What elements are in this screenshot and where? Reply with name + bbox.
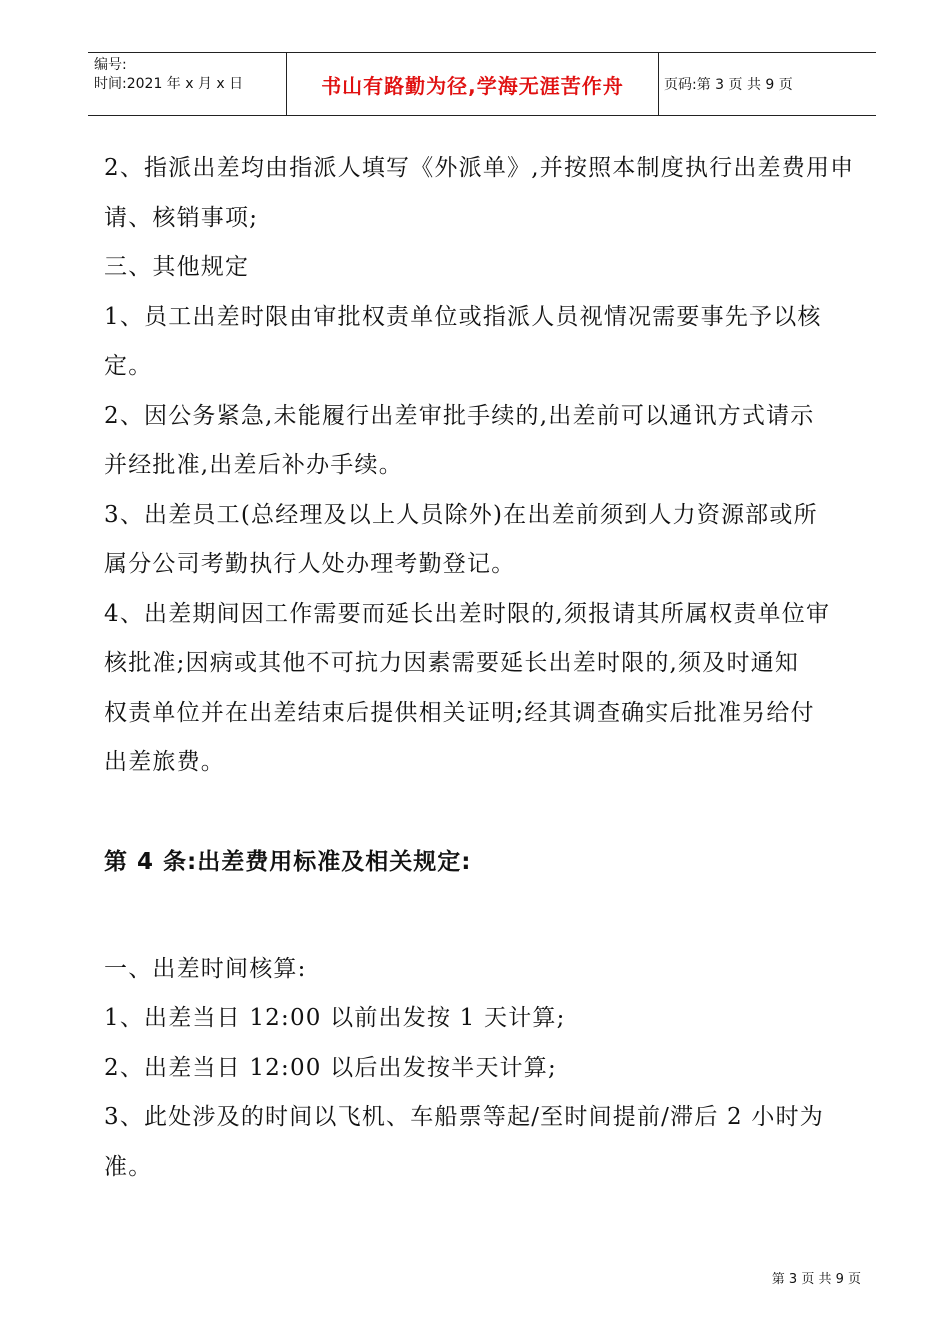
text-line: 三、其他规定 (104, 254, 250, 280)
paragraph (104, 590, 864, 788)
list-item (104, 1044, 864, 1094)
text-line: 一、出差时间核算: (104, 955, 307, 982)
text-line: 1、员工出差时限由审批权责单位或指派人员视情况需要事先予以核 (104, 303, 822, 330)
text-line: 2、因公务紧急,未能履行出差审批手续的,出差前可以通讯方式请示 (104, 402, 815, 429)
text-line: 属分公司考勤执行人处办理考勤登记。 (104, 551, 516, 577)
text-line: 核批准;因病或其他不可抗力因素需要延长出差时限的,须及时通知 (104, 650, 800, 676)
section-heading (104, 945, 864, 995)
text-line: 准。 (104, 1153, 153, 1180)
header-page-info: 页码:第 3 页 共 9 页 (664, 77, 793, 93)
document-time-label: 时间:2021 年 x 月 x 日 (94, 76, 244, 92)
list-item (104, 994, 864, 1044)
text-line: 2、指派出差均由指派人填写《外派单》,并按照本制度执行出差费用申 (104, 155, 855, 181)
text-line: 3、出差员工(总经理及以上人员除外)在出差前须到人力资源部或所 (104, 501, 818, 528)
text-line: 出差旅费。 (104, 749, 225, 775)
paragraph (104, 293, 864, 392)
text-line: 4、出差期间因工作需要而延长出差时限的,须报请其所属权责单位审 (104, 600, 831, 627)
text-line: 3、此处涉及的时间以飞机、车船票等起/至时间提前/滞后 2 小时为 (104, 1104, 824, 1130)
article-heading: 第 4 条:出差费用标准及相关规定: (104, 848, 472, 875)
text-line: 2、出差当日 12:00 以后出发按半天计算; (104, 1054, 557, 1081)
list-item (104, 1093, 864, 1192)
text-line: 并经批准,出差后补办手续。 (104, 452, 403, 478)
document-number-label: 编号: (94, 57, 127, 73)
document-body (104, 144, 864, 1192)
text-line: 定。 (104, 353, 153, 379)
text-line: 1、出差当日 12:00 以前出发按 1 天计算; (104, 1005, 566, 1031)
page-header (88, 52, 876, 116)
paragraph (104, 392, 864, 491)
text-line: 权责单位并在出差结束后提供相关证明;经其调查确实后批准另给付 (104, 699, 815, 726)
section-heading (104, 243, 864, 293)
paragraph (104, 144, 864, 243)
header-divider (658, 53, 659, 115)
header-meta (94, 56, 284, 94)
page-footer: 第 3 页 共 9 页 (771, 1272, 861, 1287)
text-line: 请、核销事项; (104, 204, 259, 231)
paragraph (104, 491, 864, 590)
header-motto: 书山有路勤为径,学海无涯苦作舟 (321, 73, 624, 98)
